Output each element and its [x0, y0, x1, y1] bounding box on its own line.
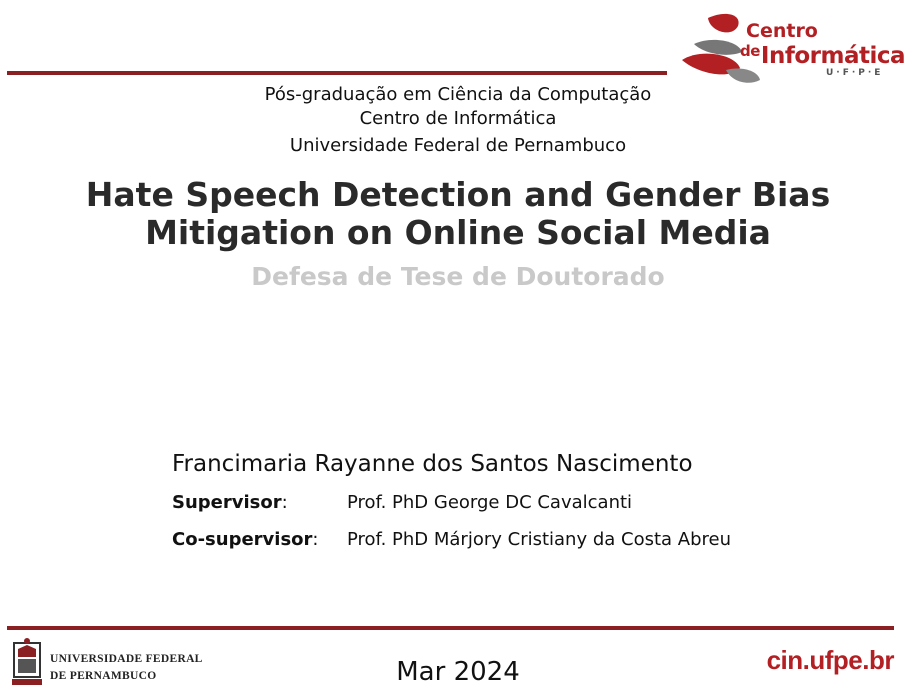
cin-website: cin.ufpe.br — [766, 645, 894, 675]
ufpe-wordmark-line1: UNIVERSIDADE FEDERAL — [50, 653, 203, 665]
ufpe-wordmark-line2: DE PERNAMBUCO — [50, 670, 157, 682]
header-rule — [7, 71, 667, 75]
supervisor-label: Supervisor: — [172, 492, 288, 513]
author-name: Francimaria Rayanne dos Santos Nascimento — [172, 451, 693, 477]
program-name: Pós-graduação em Ciência da Computação — [264, 84, 652, 105]
logo-ufpe-caption: U·F·P·E — [826, 68, 884, 78]
thesis-title-line2: Mitigation on Online Social Media — [145, 213, 771, 252]
thesis-title — [0, 176, 916, 252]
centro-informatica-logo — [680, 8, 906, 88]
co-supervisor-name: Prof. PhD Márjory Cristiany da Costa Abreu — [347, 529, 732, 550]
co-supervisor-label: Co-supervisor: — [172, 529, 319, 550]
footer-rule — [7, 626, 894, 630]
logo-word-centro: Centro — [746, 20, 818, 42]
thesis-subtitle: Defesa de Tese de Doutorado — [251, 262, 665, 291]
supervisor-name: Prof. PhD George DC Cavalcanti — [347, 492, 633, 513]
logo-word-informatica: $^{de}$Informática — [740, 42, 906, 69]
thesis-title-line1: Hate Speech Detection and Gender Bias — [85, 175, 831, 214]
center-name: Centro de Informática — [359, 108, 557, 129]
presentation-date: Mar 2024 — [396, 657, 520, 687]
university-name: Universidade Federal de Pernambuco — [289, 135, 627, 156]
